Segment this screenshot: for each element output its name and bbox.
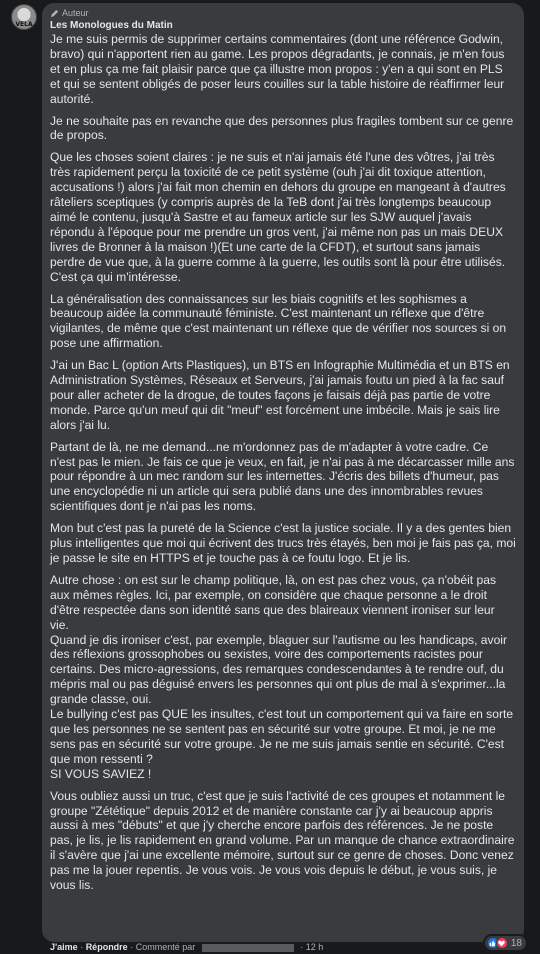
comment-timestamp[interactable]: 12 h	[305, 942, 324, 952]
footer-separator: ·	[130, 942, 136, 952]
comment-body	[50, 32, 516, 893]
comment-paragraph: La généralisation des connaissances sur les biais cognitifs et les sophismes a beaucoup aidée la communauté féministe. C'est maintenant un réflexe que d'être vigilantes, de même que c'est maintenant un réflexe que de vérifier nos sources si on pose une affirmation.	[50, 291, 507, 351]
author-badge	[50, 8, 516, 19]
comment-paragraph: Vous oubliez aussi un truc, c'est que je suis l'activité de ces groupes et notamment le groupe "Zététique" depuis 2012 et de manière constante car j'y ai beaucoup appris aussi à mes "débuts" et que j'y cherche encore parfois des références. Je ne poste pas, je lis, je lis rapidement en grand volume. Par un manque de chance extraordinaire il s'avère que j'ai une excellente mémoire, surtout sur ce genre de choses. Donc venez pas me la jouer repentis. Je vous vois. Je vous vois depuis le début, je vous suis, je vous lis.	[50, 788, 515, 893]
comment-paragraph: Mon but c'est pas la pureté de la Science c'est la justice sociale. Il y a des gentes bien plus intelligentes que moi qui écrivent des trucs très étayés, ben moi je fais pas ça, moi je passe le site en HTTPS et je touche pas à ce foutu logo. Et je lis.	[50, 521, 516, 565]
comment-paragraph: Que les choses soient claires : je ne suis et n'ai jamais été l'une des vôtres, j'ai très très rapidement perçu la toxicité de ce petit système (ouh j'ai dit toxique attention, accusations !) alors j'ai fait mon chemin en dehors du groupe en mangeant à d'autres râteliers sceptiques (y compris auprès de la TeB dont j'ai très longtemps beaucoup aimé le contenu, jusqu'à Sastre et au fameux article sur les SJW auquel j'avais répondu à l'époque pour me prendre un gros vent, j'ai même non pas un mais DEUX livres de Bronner à la maison !)(Et une carte de la CFDT), et surtout sans jamais perdre de vue que, à la guerre comme à la guerre, les outils sont là pour être utilisés. C'est ça qui m'intéresse.	[50, 150, 506, 284]
author-name[interactable]: Les Monologues du Matin	[50, 20, 173, 31]
comment-paragraph: J'ai un Bac L (option Arts Plastiques), un BTS en Infographie Multimédia et un BTS en Administration Systèmes, Réseaux et Serveurs, j'ai jamais foutu un pied à la fac sauf pour aller acheter de la drogue, de toutes façons je faisais déjà pas partie de votre monde. Parce qu'un meuf qui dit "meuf" est forcément une imbécile. Mais je sais lire alors j'ai lu.	[50, 358, 510, 432]
comment-bubble	[42, 3, 524, 942]
comment-paragraph: SI VOUS SAVIEZ !	[50, 766, 152, 781]
commented-by-label: Commenté par	[135, 942, 196, 952]
comment-paragraph: Je me suis permis de supprimer certains commentaires (dont une référence Godwin, bravo) qui n'apportent rien au game. Les propos dégradants, je connais, je m'en fous et en plus ça me fait plaisir parce que ça illustre mon propos : y'en a qui sont en PLS et qui se sentent obligés de poser leurs couilles sur la table histoire de réaffirmer leur autorité.	[50, 32, 505, 106]
pencil-icon	[50, 9, 59, 18]
footer-separator: ·	[300, 942, 306, 952]
reactions-summary[interactable]	[485, 936, 526, 950]
comment-paragraph: Partant de là, ne me demand...ne m'ordonnez pas de m'adapter à votre cadre. Ce n'est pas le mien. Je fais ce que je veux, en fait, je n'ai pas à me décarcasser mille ans pour répondre à un mec random sur les internettes. J'écris des billets d'humeur, pas une encyclopédie ni un article qui sera publié dans une des innombrables revues scientifiques dont je n'ai pas les noms.	[50, 439, 515, 514]
avatar-label: VELA	[15, 21, 33, 28]
like-button[interactable]: J'aime	[50, 942, 78, 952]
redacted-name	[202, 944, 294, 952]
reaction-count: 18	[510, 937, 522, 949]
footer-separator: ·	[80, 942, 86, 952]
comment-paragraph: Je ne souhaite pas en revanche que des personnes plus fragiles tombent sur ce genre de propos.	[50, 113, 514, 143]
comment-paragraph: Le bullying c'est pas QUE les insultes, c'est tout un comportement qui va faire en sorte que les personnes ne se sentent pas en sécurité sur votre groupe. Et moi, je ne me sens pas en sécurité sur votre groupe. Je ne me suis jamais sentie en sécurité. C'est que mon ressenti ?	[50, 707, 514, 766]
love-icon	[496, 937, 508, 949]
comment-footer	[50, 942, 323, 952]
author-badge-label: Auteur	[62, 8, 89, 18]
avatar[interactable]	[11, 4, 37, 30]
comment-paragraph: Quand je dis ironiser c'est, par exemple, blaguer sur l'autisme ou les handicaps, avoir des réflexions grossophobes ou sexistes, voire des comportements racistes pour certains. Des micro-agressions, des remarques condescendantes à te rendre ouf, du mépris mal ou pas déguisé envers les personnes qui ont plus de mal à s'exprimer...la grande classe, oui.	[50, 632, 508, 707]
reply-button[interactable]: Répondre	[85, 942, 128, 952]
comment-paragraph: Autre chose : on est sur le champ politique, là, on est pas chez vous, ça n'obéit pas aux mêmes règles. Ici, par exemple, on considère que chaque personne a le droit d'être respectée dans son identité sans que des blaireaux viennent ironiser sur leur vie.	[50, 572, 497, 632]
